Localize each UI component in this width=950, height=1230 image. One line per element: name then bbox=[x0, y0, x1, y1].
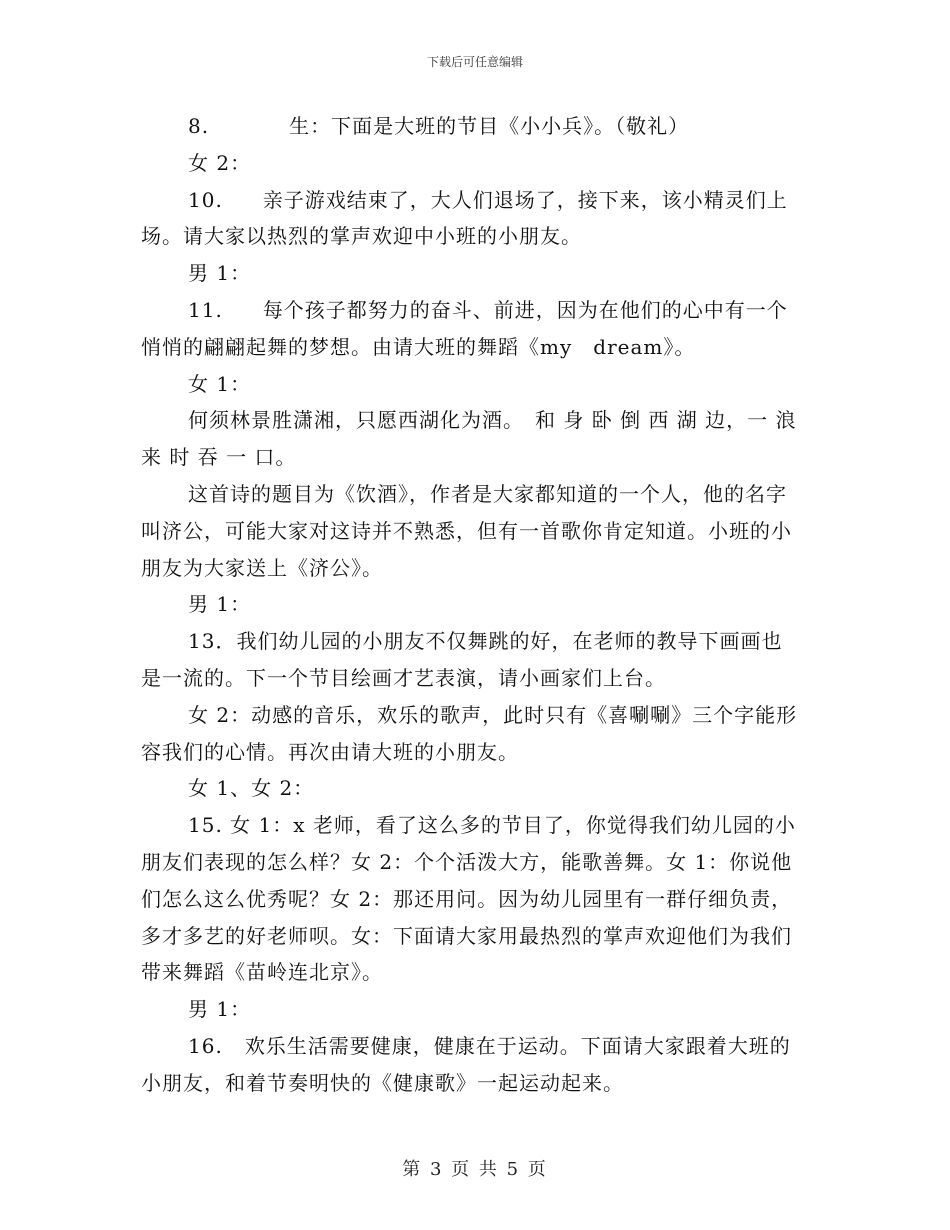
paragraph-item-11 bbox=[141, 292, 801, 366]
page-header: 下载后可任意编辑 bbox=[426, 55, 523, 69]
speaker-label: 女 1： bbox=[188, 371, 252, 396]
speaker-label: 男 1： bbox=[188, 592, 252, 617]
paragraph-text: 这首诗的题目为《饮酒》，作者是大家都知道的一个人，他的名字叫济公，可能大家对这诗并不熟悉，但有一首歌你肯定知道。小班的小朋友为大家送上《济公》。 bbox=[141, 481, 792, 580]
speaker-label: 男 1： bbox=[188, 997, 252, 1022]
paragraph-text: 每个孩子都努力的奋斗、前进，因为在他们的心中有一个悄悄的翩翩起舞的梦想。由请大班的舞蹈《my dream》。 bbox=[141, 297, 788, 359]
speaker-label: 女 2： bbox=[188, 150, 252, 175]
paragraph-text: 生：下面是大班的节目《小小兵》。（敬礼） bbox=[289, 114, 690, 138]
poem-text: 何须林景胜潇湘，只愿西湖化为酒。 和 身 卧 倒 西 湖 边，一 浪 来 时 吞 一 口。 bbox=[141, 408, 797, 470]
paragraph-item-15: 15. 女 1：x 老师，看了这么多的节目了，你觉得我们幼儿园的小朋友们表现的怎么样？女 2：个个活泼大方，能歌善舞。女 1：你说他们怎么这么优秀呢？女 2：那还用问。因为幼儿园里有一群仔细负责，多才多艺的好老师呗。女：下面请大家用最热烈的掌声欢迎他们为我们带来舞蹈《苗岭连北京》。 bbox=[141, 813, 796, 985]
speaker-label: 男 1： bbox=[188, 261, 252, 286]
paragraph-item-16 bbox=[141, 1028, 801, 1102]
page-footer: 第 3 页 共 5 页 bbox=[402, 1159, 548, 1180]
item-number: 10. bbox=[188, 187, 223, 212]
speaker-label: 女 1、女 2： bbox=[188, 776, 315, 801]
paragraph-text: 女 2：动感的音乐，欢乐的歌声，此时只有《喜唰唰》三个字能形容我们的心情。再次由请大班的小朋友。 bbox=[141, 702, 798, 764]
document-body bbox=[141, 108, 801, 1102]
item-number: 11. bbox=[188, 297, 223, 322]
item-number: 8. bbox=[188, 114, 210, 138]
paragraph-text: 亲子游戏结束了，大人们退场了，接下来，该小精灵们上场。请大家以热烈的掌声欢迎中小班的小朋友。 bbox=[141, 187, 788, 249]
item-number: 16. bbox=[188, 1033, 223, 1058]
paragraph-item-10 bbox=[141, 182, 801, 256]
paragraph-item-13: 13．我们幼儿园的小朋友不仅舞跳的好，在老师的教导下画画也是一流的。下一个节目绘画才艺表演，请小画家们上台。 bbox=[141, 629, 783, 690]
paragraph-text: 欢乐生活需要健康，健康在于运动。下面请大家跟着大班的小朋友，和着节奏明快的《健康歌》一起运动起来。 bbox=[141, 1033, 791, 1095]
paragraph-item-8 bbox=[141, 108, 801, 145]
